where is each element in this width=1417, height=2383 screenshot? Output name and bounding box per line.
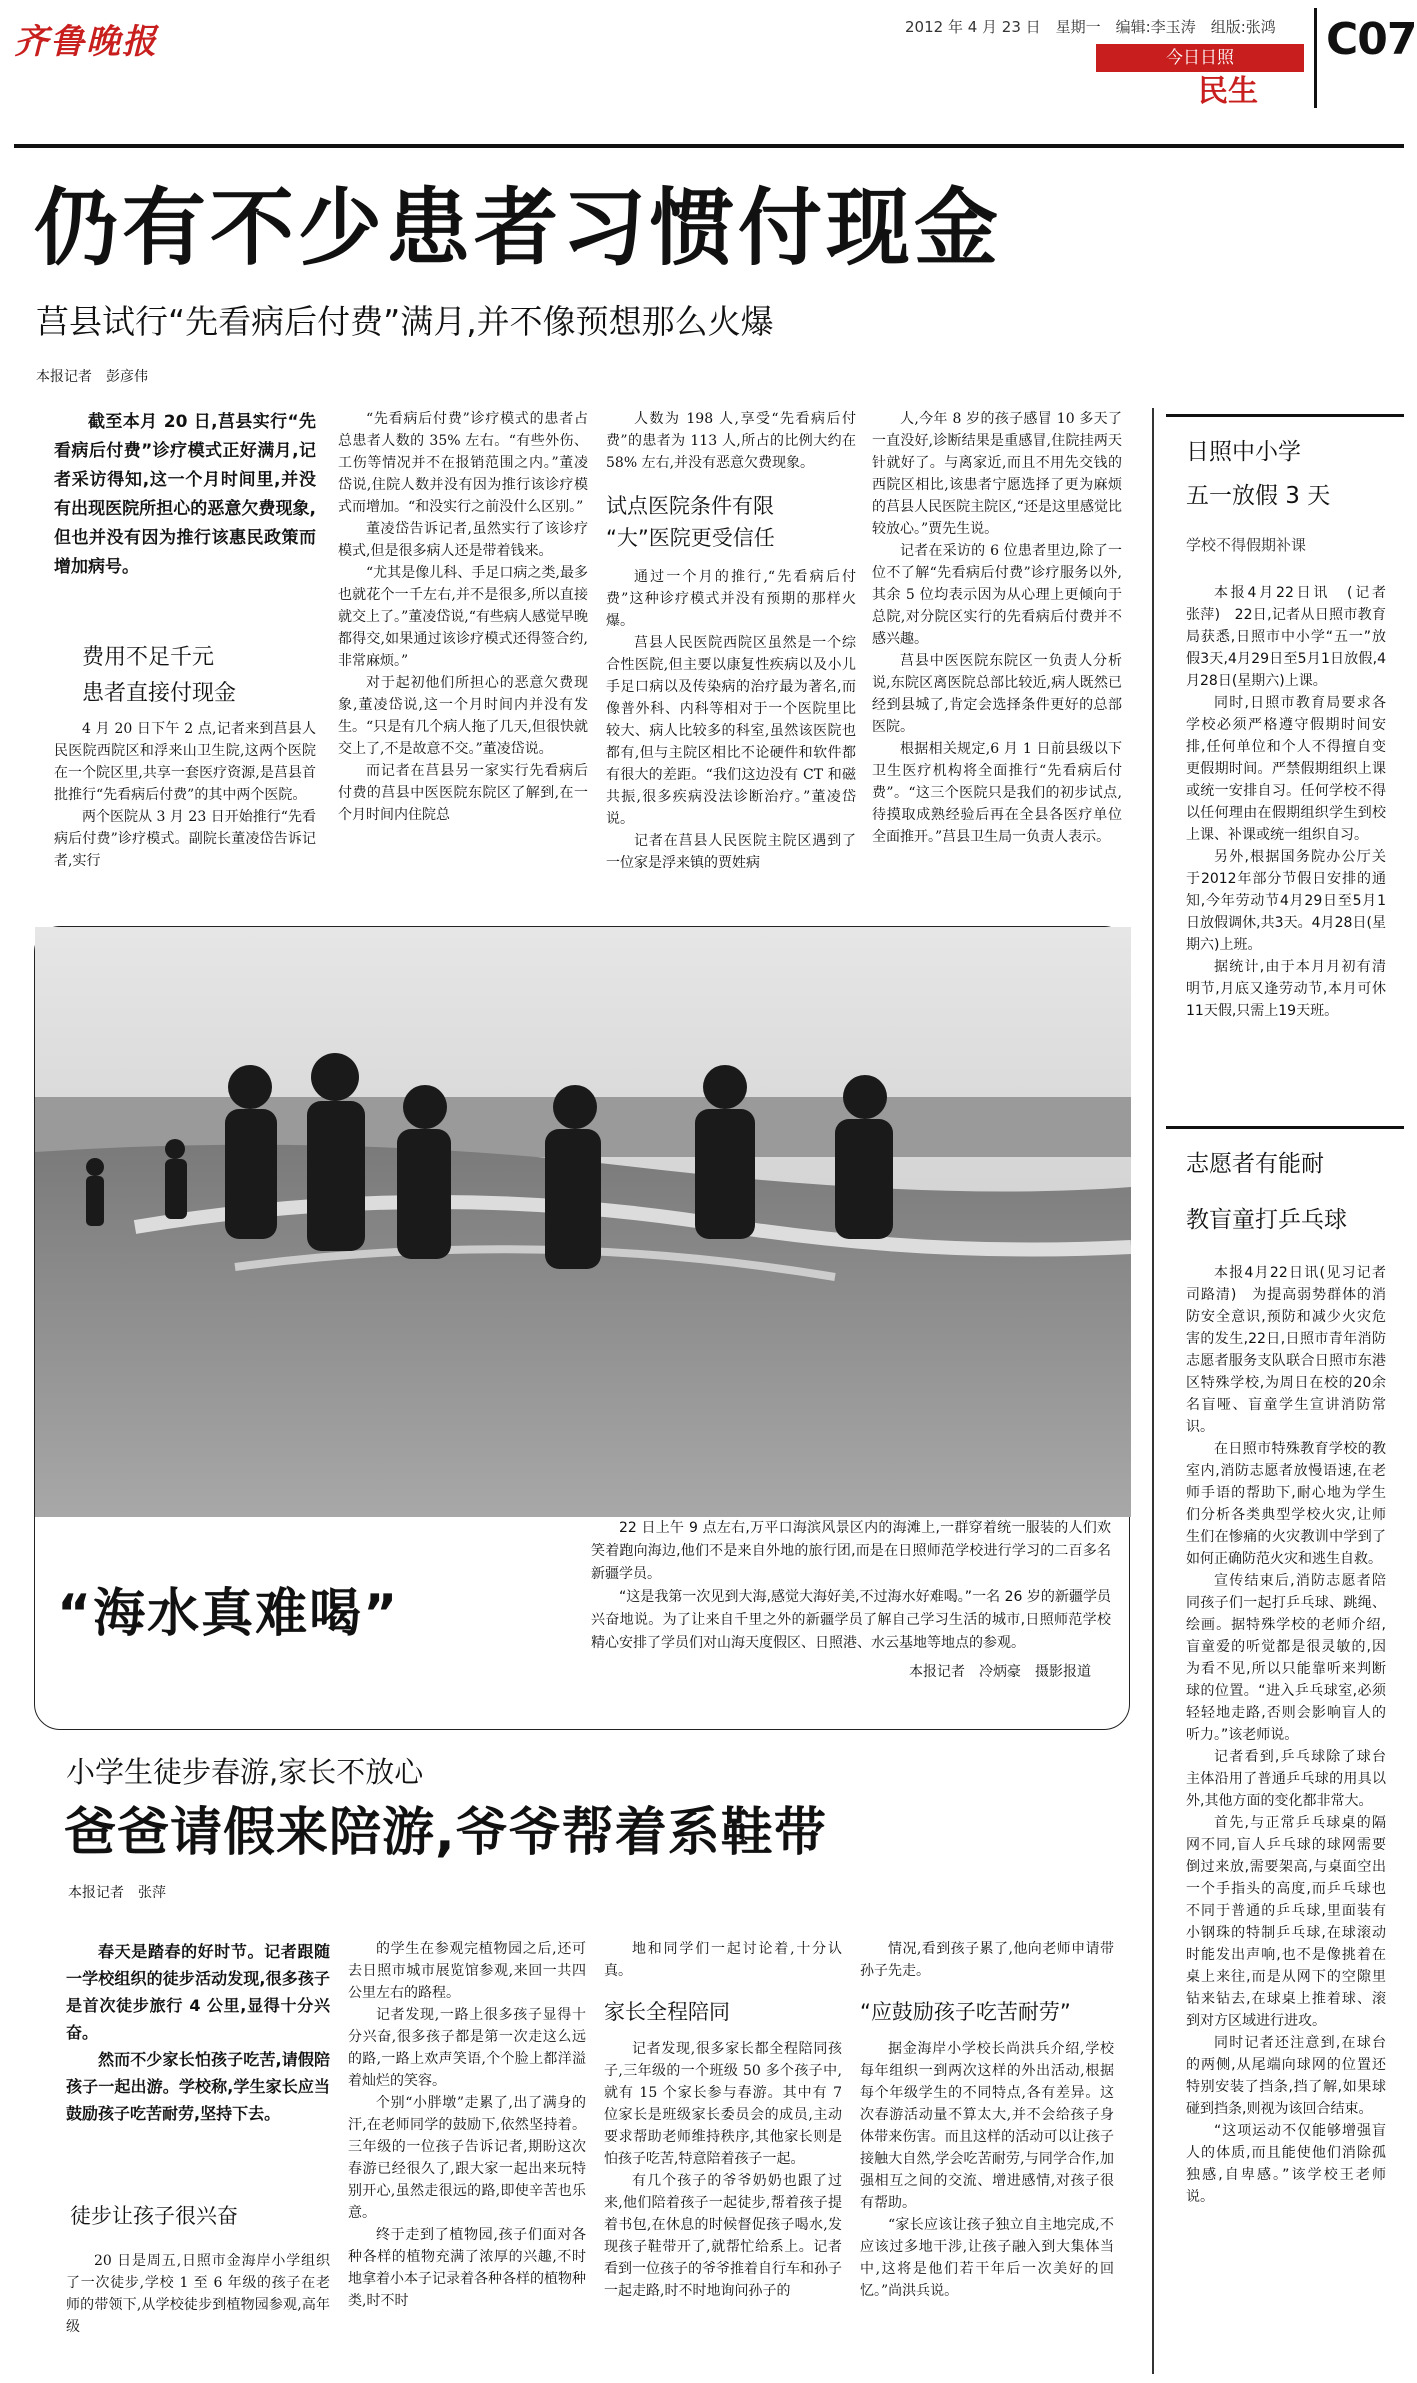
photo-feature-frame [34,926,1130,1730]
sidebar-story1-headline-line2: 五一放假 3 天 [1186,483,1331,509]
caption-paragraph: “这是我第一次见到大海,感觉大海好美,不过海水好难喝。”一名 26 岁的新疆学员兴奋地说。为了让来自千里之外的新疆学员了解自己学习生活的城市,日照师范学校精心安排了学员们对山海天度假区、日照港、水云基地等地点的参观。 [591,1589,1111,1651]
lead-text: 截至本月 20 日,莒县实行“先看病后付费”诊疗模式正好满月,记者采访得知,这一个月时间里,并没有出现医院所担心的恶意欠费现象,但也并没有因为推行该惠民政策而增加病号。 [54,412,316,577]
paragraph: 通过一个月的推行,“先看病后付费”这种诊疗模式并没有预期的那样火爆。 [606,569,856,629]
paragraph: 本报4月22日讯 (记者 张萍) 22日,记者从日照市教育局获悉,日照市中小学“五一”放假3天,4月29日至5月1日放假,4月28日(星期六)上课。 [1186,585,1400,689]
paragraph: 记者发现,很多家长都全程陪同孩子,三年级的一个班级 50 多个孩子中,就有 15 个家长参与春游。其中有 7 位家长是班级家长委员会的成员,主动要求帮助老师维持秩序,其他家长则是怕孩子吃苦,特意陪着孩子一起。 [604,2041,842,2167]
sidebar-mid-rule [1166,1126,1404,1129]
second-byline: 本报记者 张萍 [68,1885,166,1901]
paragraph: 人数为 198 人,享受“先看病后付费”的患者为 113 人,所占的比例大约在 58% 左右,并没有恶意欠费现象。 [606,411,856,471]
subhead-cost [82,640,236,712]
paragraph: 首先,与正常乒乓球桌的隔网不同,盲人乒乓球的球网需要倒过来放,需要架高,与桌面空出一个手指头的高度,而乒乓球也不同于普通的乒乓球,里面装有小钢珠的特制乒乓球,在球滚动时能发出声响,也不是像挑着在桌上来往,而是从网下的空隙里钻来钻去,在球桌上推着球、滚到对方区域进行进攻。 [1186,1815,1386,2029]
sidebar-story1-headline [1186,430,1330,518]
column-3 [606,408,856,912]
paragraph: 根据相关规定,6 月 1 日前县级以下卫生医疗机构将全面推行“先看病后付费”。“这三个医院只是我们的初步试点,待摸取成熟经验后再在全县各医疗单位全面推开。”莒县卫生局一负责人表示。 [872,741,1122,845]
paragraph: 而记者在莒县另一家实行先看病后付费的莒县中医医院东院区了解到,在一个月时间内住院总 [338,763,588,823]
paragraph: “尤其是像儿科、手足口病之类,最多也就花个一千左右,并不是很多,所以直接就交上了。”董凌岱说,“有些病人感觉早晚都得交,如果通过该诊疗模式还得签合约,非常麻烦。” [338,565,588,669]
masthead-logo: 齐鲁晚报 [14,22,158,62]
paragraph: 对于起初他们所担心的恶意欠费现象,董凌岱说,这一个月时间内并没有发生。“只是有几个病人拖了几天,但很快就交上了,不是故意不交。”董凌岱说。 [338,675,588,757]
lead-text: 春天是踏春的好时节。记者跟随一学校组织的徒步活动发现,很多孩子是首次徒步旅行 4 公里,显得十分兴奋。 [66,1942,330,2042]
paragraph: 另外,根据国务院办公厅关于2012年部分节假日安排的通知,今年劳动节4月29日至5月1日放假调休,共3天。4月28日(星期六)上班。 [1186,849,1386,953]
paragraph: 情况,看到孩子累了,他向老师申请带孙子先走。 [860,1941,1114,1979]
second-headline: 爸爸请假来陪游,爷爷帮着系鞋带 [64,1803,827,1863]
region-tag: 今日日照 [1096,44,1304,72]
sidebar-story1-deck: 学校不得假期补课 [1186,536,1307,554]
paragraph: 宣传结束后,消防志愿者陪同孩子们一起打乒乓球、跳绳、绘画。据特殊学校的老师介绍,盲童爱的听觉都是很灵敏的,因为看不见,所以只能靠听来判断球的位置。“进入乒乓球室,必须轻轻地走路,否则会影响盲人的听力。”该老师说。 [1186,1573,1386,1743]
sidebar-story1-headline-line1: 日照中小学 [1186,439,1301,465]
column-2 [338,408,588,912]
page-number: C07 [1326,14,1417,65]
sidebar-story2-headline [1186,1142,1347,1242]
main-subheadline: 莒县试行“先看病后付费”满月,并不像预想那么火爆 [36,302,774,341]
paragraph: 4 月 20 日下午 2 点,记者来到莒县人民医院西院区和浮来山卫生院,这两个医院在一个院区里,共享一套医疗资源,是莒县首批推行“先看病后付费”的其中两个医院。 [54,721,316,803]
second-column-1 [66,2250,330,2370]
second-kicker: 小学生徒步春游,家长不放心 [66,1755,424,1789]
subhead-cost-line1: 费用不足千元 [82,645,215,670]
subhead-excited: 徒步让孩子很兴奋 [70,2204,238,2228]
subhead-cost-line2: 患者直接付现金 [82,681,237,706]
paragraph: “这项运动不仅能够增强盲人的体质,而且能使他们消除孤独感,自卑感。”该学校王老师说。 [1186,2123,1386,2205]
sidebar-top-rule [1166,414,1404,417]
sidebar-divider [1152,408,1154,2374]
paragraph: “先看病后付费”诊疗模式的患者占总患者人数的 35% 左右。“有些外伤、工伤等情况并不在报销范围之内。”董凌岱说,住院人数并没有因为推行该诊疗模式而增加。“和没实行之前没什么区别。” [338,411,588,515]
paragraph: 人,今年 8 岁的孩子感冒 10 多天了一直没好,诊断结果是重感冒,住院挂两天针就好了。与离家近,而且不用先交钱的西院区相比,该患者宁愿选择了更为麻烦的莒县人民医院主院区,“还是这里感觉比较放心。”贾先生说。 [872,411,1122,537]
main-byline: 本报记者 彭彦伟 [36,369,148,385]
paragraph: 记者发现,一路上很多孩子显得十分兴奋,很多孩子都是第一次走这么远的路,一路上欢声笑语,个个脸上都洋溢着灿烂的笑容。 [348,2007,586,2089]
photo-caption [591,1517,1111,1684]
paragraph: 同时记者还注意到,在球台的两侧,从尾端向球网的位置还特别安装了挡条,挡了解,如果球碰到挡条,则视为该回合结束。 [1186,2035,1386,2117]
paragraph: 在日照市特殊教育学校的教室内,消防志愿者放慢语速,在老师手语的帮助下,耐心地为学生们分析各类典型学校火灾,让师生们在惨痛的火灾教训中学到了如何正确防范火灾和逃生自救。 [1186,1441,1386,1567]
paragraph: 记者看到,乒乓球除了球台主体沿用了普通乒乓球的用具以外,其他方面的变化都非常大。 [1186,1749,1386,1809]
subhead-trust [606,490,856,554]
paragraph: 莒县中医医院东院区一负责人分析说,东院区离医院总部比较近,病人既然已经到县城了,肯定会选择条件更好的总部医院。 [872,653,1122,735]
second-lead [66,1938,330,2127]
paragraph: 终于走到了植物园,孩子们面对各种各样的植物充满了浓厚的兴趣,不时地拿着小本子记录着各种各样的植物种类,时不时 [348,2227,586,2309]
paragraph: 董凌岱告诉记者,虽然实行了该诊疗模式,但是很多病人还是带着钱来。 [338,521,588,559]
column-4 [872,408,1122,912]
photo-feature-title: “海水真难喝” [57,1584,400,1644]
section-title: 民生 [1198,74,1258,109]
main-headline: 仍有不少患者习惯付现金 [34,179,1003,277]
column-1 [54,718,316,912]
paragraph: 两个医院从 3 月 23 日开始推行“先看病后付费”诊疗模式。副院长董凌岱告诉记者,实行 [54,809,316,869]
sidebar-story2-headline-line2: 教盲童打乒乓球 [1186,1207,1347,1233]
photo-credit: 本报记者 冷炳豪 摄影报道 [909,1664,1091,1680]
second-column-3 [604,1938,842,2370]
paragraph: 个别“小胖墩”走累了,出了满身的汗,在老师同学的鼓励下,依然坚持着。三年级的一位孩子告诉记者,期盼这次春游已经很久了,跟大家一起出来玩特别开心,虽然走很远的路,即使辛苦也乐意。 [348,2095,586,2221]
subhead-trust-line2: “大”医院更受信任 [606,526,775,550]
paragraph: 据统计,由于本月月初有清明节,月底又逢劳动节,本月可休11天假,只需上19天班。 [1186,959,1386,1019]
second-column-2 [348,1938,586,2370]
paragraph: 本报4月22日讯(见习记者 司路清) 为提高弱势群体的消防安全意识,预防和减少火灾危害的发生,22日,日照市青年消防志愿者服务支队联合日照市东港区特殊学校,为周日在校的20余名盲哑、盲童学生宣讲消防常识。 [1186,1265,1400,1435]
subhead-trust-line1: 试点医院条件有限 [606,494,774,518]
second-column-4 [860,1938,1114,2370]
beach-photo [35,927,1131,1517]
paragraph: 同时,日照市教育局要求各学校必须严格遵守假期时间安排,任何单位和个人不得擅自变更假期时间。严禁假期组织上课或统一安排自习。任何学校不得以任何理由在假期组织学生到校上课、补课或统一组织自习。 [1186,695,1386,843]
paragraph: 莒县人民医院西院区虽然是一个综合性医院,但主要以康复性疾病以及小儿手足口病以及传染病的治疗最为著名,而像普外科、内科等相对于一个医院里比较大、病人比较多的科室,虽然该医院也都有,但与主院区相比不论硬件和软件都有很大的差距。“我们这边没有 CT 和磁共振,很多疾病没法诊断治疗。”董凌岱说。 [606,635,856,827]
subhead-parents: 家长全程陪同 [604,2000,730,2024]
lead-text: 然而不少家长怕孩子吃苦,请假陪孩子一起出游。学校称,学生家长应当鼓励孩子吃苦耐劳,坚持下去。 [66,2050,330,2123]
subhead-encourage: “应鼓励孩子吃苦耐劳” [860,2000,1071,2024]
paragraph: 的学生在参观完植物园之后,还可去日照市城市展览馆参观,来回一共四公里左右的路程。 [348,1941,586,2001]
caption-paragraph: 22 日上午 9 点左右,万平口海滨风景区内的海滩上,一群穿着统一服装的人们欢笑着跑向海边,他们不是来自外地的旅行团,而是在日照师范学校进行学习的二百多名新疆学员。 [591,1520,1111,1582]
date-line: 2012 年 4 月 23 日 星期一 编辑:李玉涛 组版:张鸿 [905,18,1276,36]
paragraph: 有几个孩子的爷爷奶奶也跟了过来,他们陪着孩子一起徒步,帮着孩子提着书包,在休息的时候督促孩子喝水,发现孩子鞋带开了,就帮忙给系上。记者看到一位孩子的爷爷推着自行车和孙子一起走路,时不时地询问孙子的 [604,2173,842,2299]
paragraph: 记者在莒县人民医院主院区遇到了一位家是浮来镇的贾姓病 [606,833,856,871]
paragraph: 据金海岸小学校长尚洪兵介绍,学校每年组织一到两次这样的外出活动,根据每个年级学生的不同特点,各有差异。这次春游活动量不算太大,并不会给孩子身体带来伤害。而且这样的活动可以让孩子接触大自然,学会吃苦耐劳,与同学合作,加强相互之间的交流、增进感情,对孩子很有帮助。 [860,2041,1114,2211]
paragraph: 20 日是周五,日照市金海岸小学组织了一次徒步,学校 1 至 6 年级的孩子在老师的带领下,从学校徒步到植物园参观,高年级 [66,2253,330,2335]
sidebar-story2-body [1186,1262,1400,2370]
page-divider-rule [1314,8,1317,108]
paragraph: 地和同学们一起讨论着,十分认真。 [604,1941,842,1979]
sidebar-story2-headline-line1: 志愿者有能耐 [1186,1151,1324,1177]
lead-paragraph [54,408,316,582]
sidebar-story1-body [1186,582,1400,1110]
masthead-rule [14,144,1404,148]
paragraph: 记者在采访的 6 位患者里边,除了一位不了解“先看病后付费”诊疗服务以外,其余 5 位均表示因为从心理上更倾向于总院,对分院区实行的先看病后付费并不感兴趣。 [872,543,1122,647]
paragraph: “家长应该让孩子独立自主地完成,不应该过多地干涉,让孩子融入到大集体当中,这将是他们若干年后一次美好的回忆。”尚洪兵说。 [860,2217,1114,2299]
